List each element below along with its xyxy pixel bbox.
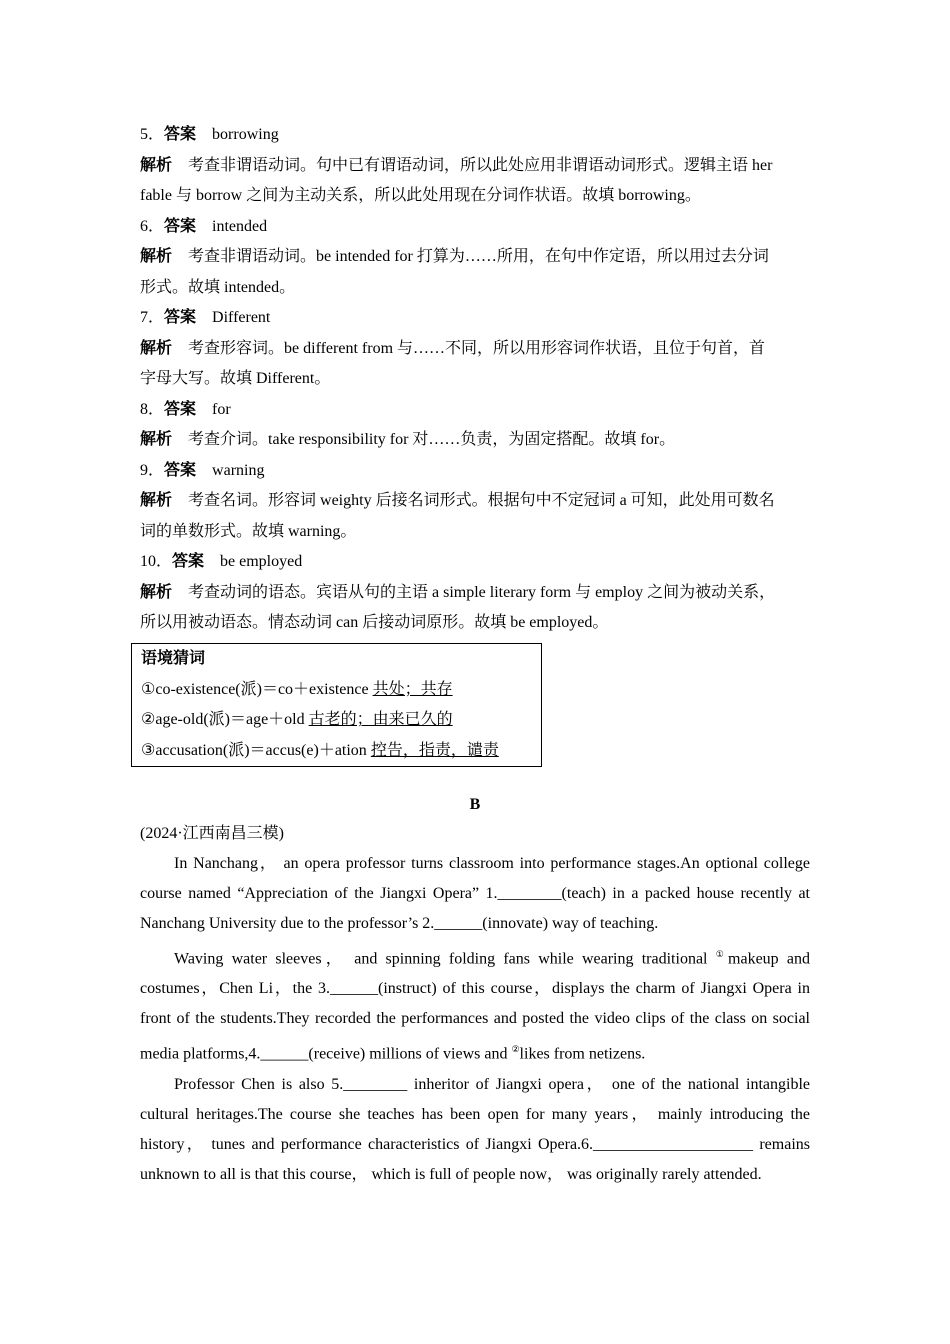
vocab-item: ①co-existence(派)＝co＋existence 共处；共存 [141,680,453,698]
analysis-line: fable 与 borrow 之间为主动关系，所以此处用现在分词作状语。故填 borrowing。 [140,187,701,204]
answer-value: be employed [220,553,303,570]
answer-value: intended [212,217,268,235]
passage-paragraph: In Nanchang， an opera professor turns classroom into performance stages.An optional college course named “Appreciation of the Jiangxi Opera” 1.________(teach) in a packed house recently at Nanchang University due to the professor’s 2.______(innovate) way of teaching. [140,855,810,932]
vocab-meaning: 古老的；由来已久的 [308,711,453,728]
answer-line: 6．答案 intended [140,217,268,235]
answer-line: 7．答案 Different [140,309,271,326]
passage-paragraph: Waving water sleeves， and spinning folding fans while wearing traditional ①makeup and costumes，Chen Li，the 3.______(instruct) of this course，displays the charm of Jiangxi Opera in front of the students.They recorded the performances and posted the video clips of the class on social media platforms,4.______(receive) millions of views and ②likes from netizens. [140,949,810,1063]
answer-label: 答案 [164,126,197,143]
analysis-line: 形式。故填 intended。 [140,278,296,296]
answer-value: Different [212,309,271,326]
answer-value: borrowing [212,126,279,143]
answer-value: for [212,400,231,418]
answer-value: warning [212,461,265,479]
answer-line: 10．答案 be employed [140,553,303,570]
section-b [140,790,810,1190]
section-title: B [469,796,481,813]
analysis-line: 解析 考查非谓语动词。句中已有谓语动词，所以此处应用非谓语动词形式。逻辑主语 her [140,156,773,174]
analysis-line: 解析 考查非谓语动词。be intended for 打算为……所用，在句中作定语，所以用过去分词 [140,248,769,265]
analysis-label: 解析 [140,431,173,448]
analysis-label: 解析 [140,339,173,357]
vocab-box [131,643,542,767]
analysis-label: 解析 [140,492,173,509]
analysis-line: 所以用被动语态。情态动词 can 后接动词原形。故填 be employed。 [140,614,609,631]
analysis-line: 解析 考查形容词。be different from 与……不同，所以用形容词作状语，且位于句首，首 [140,339,766,357]
answer-line: 5．答案 borrowing [140,126,279,143]
answers-list [140,120,810,639]
section-source: (2024·江西南昌三模) [140,824,284,842]
analysis-line: 字母大写。故填 Different。 [140,370,331,387]
document-page [140,120,810,1183]
answer-label: 答案 [164,217,197,235]
footnote-marker: ① [715,949,729,959]
answer-label: 答案 [164,461,197,479]
analysis-line: 解析 考查名词。形容词 weighty 后接名词形式。根据句中不定冠词 a 可知，此处用可数名 [140,492,775,509]
analysis-line: 词的单数形式。故填 warning。 [140,522,357,540]
analysis-label: 解析 [140,583,173,601]
analysis-line: 解析 考查介词。take responsibility for 对……负责，为固定搭配。故填 for。 [140,431,676,448]
vocab-box-title: 语境猜词 [141,650,206,667]
answer-label: 答案 [164,309,197,326]
analysis-label: 解析 [140,156,173,174]
vocab-item: ③accusation(派)＝accus(e)＋ation 控告，指责，谴责 [141,741,499,759]
passage-paragraph: Professor Chen is also 5.________ inheritor of Jiangxi opera， one of the national intangible cultural heritages.The course she teaches has been open for many years， mainly introducing the history， tunes and performance characteristics of Jiangxi Opera.6.____________________ remains unknown to all is that this course， which is full of people now， was originally rarely attended. [140,1075,810,1183]
footnote-marker: ② [511,1044,520,1055]
answer-label: 答案 [164,400,197,418]
vocab-meaning: 控告，指责，谴责 [370,741,499,759]
answer-line: 9．答案 warning [140,461,265,479]
vocab-item: ②age-old(派)＝age＋old 古老的；由来已久的 [141,711,453,728]
analysis-label: 解析 [140,248,173,265]
answer-line: 8．答案 for [140,400,231,418]
vocab-meaning: 共处；共存 [372,680,453,698]
analysis-line: 解析 考查动词的语态。宾语从句的主语 a simple literary form 与 employ 之间为被动关系， [140,583,776,601]
answer-label: 答案 [172,553,205,570]
